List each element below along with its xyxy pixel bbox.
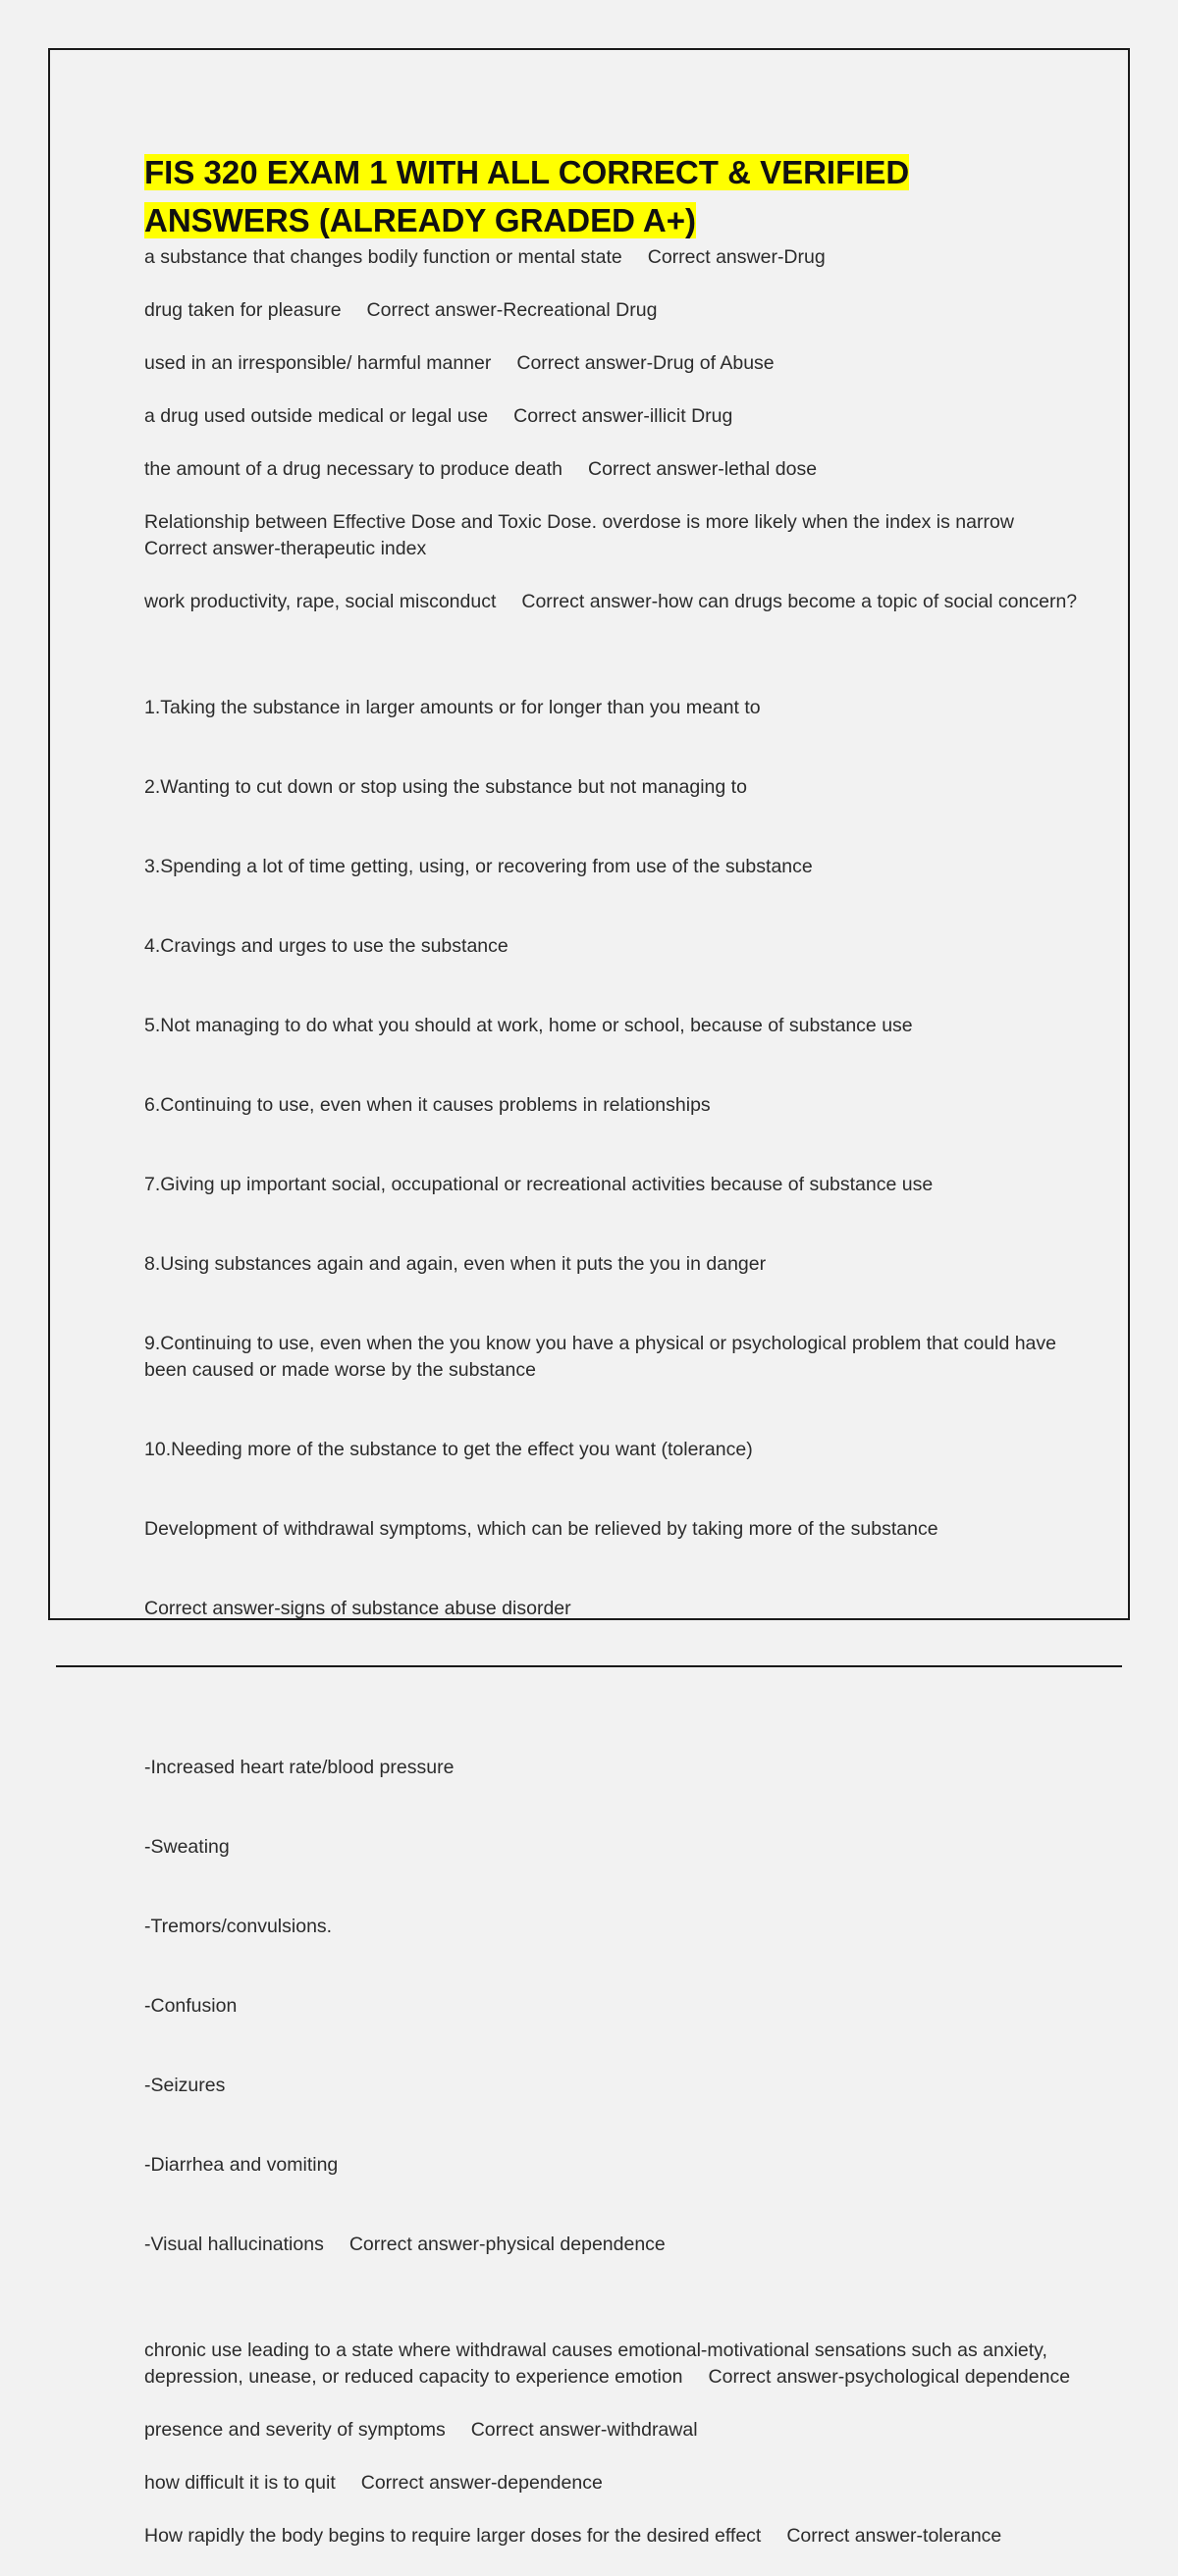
sign-line: 6.Continuing to use, even when it causes problems in relationships xyxy=(144,1094,711,1116)
qa-item: the amount of a drug necessary to produce death Correct answer-lethal dose xyxy=(144,458,818,480)
symptom-line: -Increased heart rate/blood pressure xyxy=(144,1757,455,1778)
document-title: FIS 320 EXAM 1 WITH ALL CORRECT & VERIFIED ANSWERS (ALREADY GRADED A+) xyxy=(144,154,910,238)
sign-line: 4.Cravings and urges to use the substance xyxy=(144,935,509,957)
document-content xyxy=(144,148,1087,2576)
symptom-line: -Tremors/convulsions. xyxy=(144,1916,333,1937)
sign-line: 3.Spending a lot of time getting, using, or recovering from use of the substance xyxy=(144,856,813,877)
qa-item-signs xyxy=(144,642,1087,1675)
sign-line: 9.Continuing to use, even when the you know you have a physical or psychological problem that could have been caused or made worse by the substance xyxy=(144,1333,1062,1381)
qa-item-physical xyxy=(144,1702,1087,2311)
sign-line: 5.Not managing to do what you should at work, home or school, because of substance use xyxy=(144,1015,913,1036)
document-page xyxy=(48,48,1130,2547)
sign-line: Development of withdrawal symptoms, which can be relieved by taking more of the substance xyxy=(144,1518,938,1540)
qa-item: how difficult it is to quit Correct answer-dependence xyxy=(144,2472,603,2494)
physical-answer: Correct answer-physical dependence xyxy=(348,2234,666,2255)
qa-item: presence and severity of symptoms Correct answer-withdrawal xyxy=(144,2419,698,2441)
sign-line: 10.Needing more of the substance to get the effect you want (tolerance) xyxy=(144,1439,753,1460)
symptom-line: -Confusion xyxy=(144,1995,238,2017)
symptom-line: -Diarrhea and vomiting xyxy=(144,2154,339,2176)
qa-item: Relationship between Effective Dose and Toxic Dose. overdose is more likely when the index is narrowCorrect answer-therapeutic index xyxy=(144,511,1014,559)
qa-item: How rapidly the body begins to require larger doses for the desired effect Correct answer-tolerance xyxy=(144,2525,1002,2547)
qa-item: work productivity, rape, social misconduct Correct answer-how can drugs become a topic of social concern? xyxy=(144,591,1078,612)
signs-answer: Correct answer-signs of substance abuse disorder xyxy=(144,1598,571,1619)
qa-item: used in an irresponsible/ harmful manner Correct answer-Drug of Abuse xyxy=(144,352,775,374)
symptom-line-last: -Visual hallucinations Correct answer-physical dependence xyxy=(144,2234,666,2255)
qa-item: a substance that changes bodily function or mental state Correct answer-Drug xyxy=(144,246,826,268)
symptom-line: -Sweating xyxy=(144,1836,230,1858)
qa-item: chronic use leading to a state where withdrawal causes emotional-motivational sensations such as anxiety, depression, unease, or reduced capacity to experience emotion Correct answer-psychological dependence xyxy=(144,2339,1071,2388)
qa-item: a drug used outside medical or legal use Correct answer-illicit Drug xyxy=(144,405,733,427)
bottom-divider xyxy=(56,1665,1122,1667)
sign-line: 1.Taking the substance in larger amounts or for longer than you meant to xyxy=(144,697,761,718)
sign-line: 2.Wanting to cut down or stop using the substance but not managing to xyxy=(144,776,747,798)
sign-line: 8.Using substances again and again, even when it puts the you in danger xyxy=(144,1253,767,1275)
symptom-line: -Seizures xyxy=(144,2075,226,2096)
sign-line: 7.Giving up important social, occupational or recreational activities because of substance use xyxy=(144,1174,934,1195)
qa-item: drug taken for pleasure Correct answer-Recreational Drug xyxy=(144,299,658,321)
